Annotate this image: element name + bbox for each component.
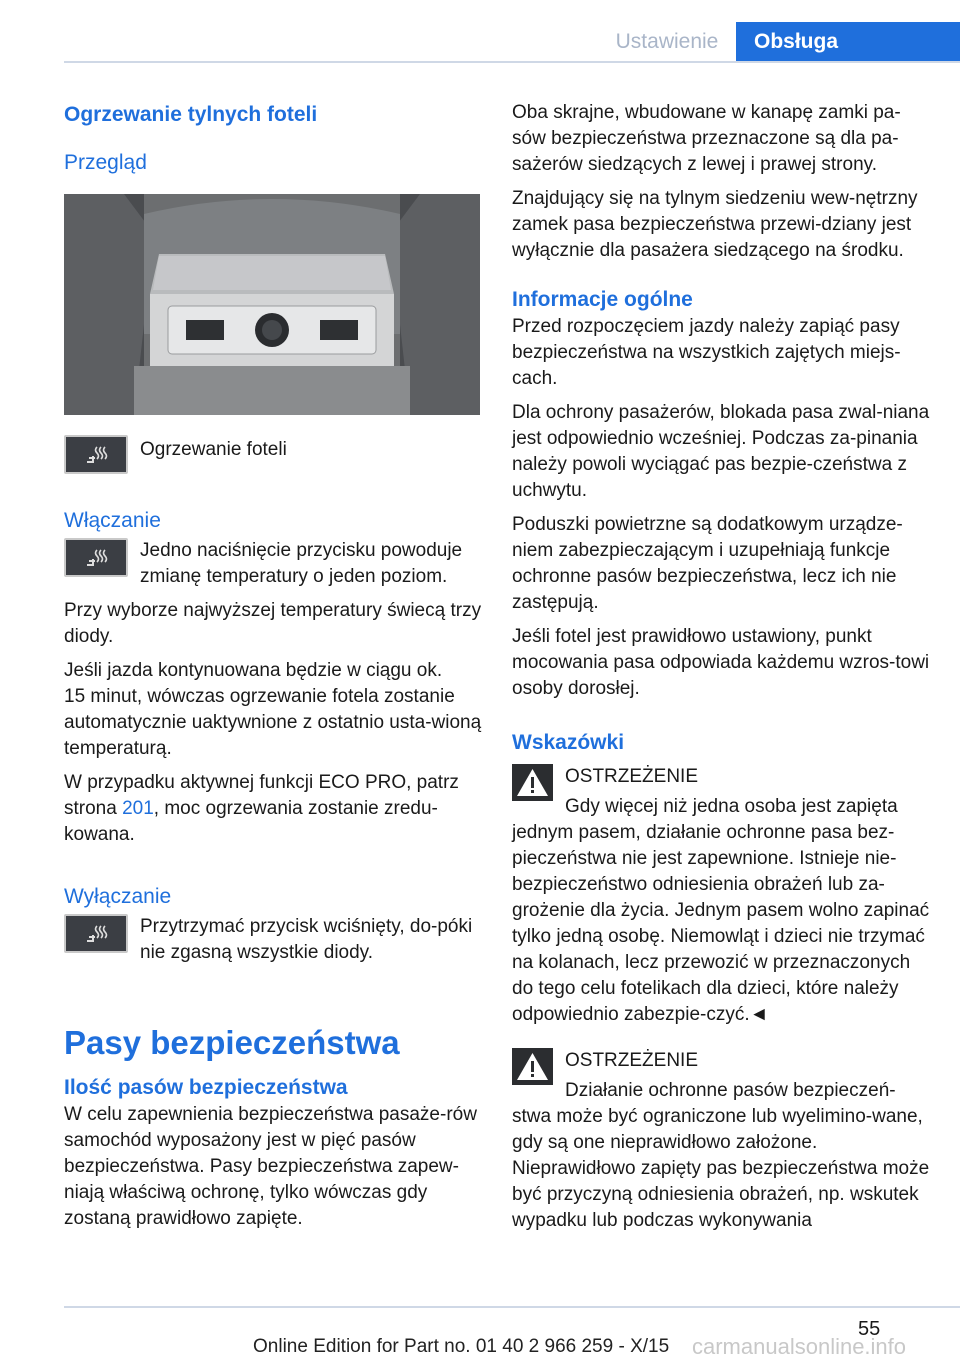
on-row [64, 538, 482, 590]
section-title: Ogrzewanie tylnych foteli [64, 103, 318, 126]
page-link[interactable]: 201 [122, 798, 154, 819]
paragraph [64, 770, 482, 848]
page-number: 55 [858, 1318, 881, 1340]
header-divider [64, 61, 960, 63]
warning-title: OSTRZEŻENIE [565, 1050, 699, 1071]
warning-first-line: Działanie ochronne pasów bezpieczeń- [565, 1080, 896, 1101]
paragraph: Jeśli fotel jest prawidłowo ustawiony, punkt mocowania pasa odpowiada każdemu wzros-towi osoby dorosłej. [512, 626, 930, 699]
warning-row [512, 764, 930, 820]
text-span: W przypadku aktywnej funkcji ECO PRO, patrz strona [64, 772, 459, 819]
paragraph: Jeśli jazda kontynuowana będzie w ciągu ok. [64, 660, 443, 681]
paragraph: Oba skrajne, wbudowane w kanapę zamki pa-sów bezpieczeństwa przeznaczone są dla pa-sażerów siedzących z lewej i prawej strony. [512, 102, 901, 175]
general-title: Informacje ogólne [512, 288, 693, 311]
belts-title: Pasy bezpieczeństwa [64, 1024, 400, 1061]
tab-operation[interactable]: Obsługa [736, 22, 960, 62]
on-title: Włączanie [64, 509, 161, 532]
overview-title: Przegląd [64, 151, 147, 174]
paragraph: Przed rozpoczęciem jazdy należy zapiąć pasy bezpieczeństwa na wszystkich zajętych miejs-cach. [512, 316, 901, 389]
text-span: , moc ogrzewania zostanie zredu-kowana. [64, 798, 438, 845]
tips-title: Wskazówki [512, 731, 625, 754]
rear-console-photo [64, 194, 480, 415]
left-column [64, 100, 482, 1232]
paragraph: Poduszki powietrzne są dodatkowym urządze-niem zabezpieczającym i uzupełniają funkcje ochronne pasów bezpieczeństwa, lecz ich nie zastępują. [512, 514, 903, 613]
warning-text: jednym pasem, działanie ochronne pasa bez-pieczeństwa nie jest zapewnione. Istnieje nie-bezpieczeństwo odniesienia obrażeń lub za-grożenie dla życia. Jednym pasem wolno zapinać tylko jedną osobę. Niemowląt i dzieci nie trzymać na kolanach, lecz przewozić w przeznaczonych do tego celu fotelikach dla dzieci, które należy odpowiednio zabezpie-czyć.◄ [512, 822, 930, 1025]
warning-triangle-icon [512, 764, 553, 801]
paragraph: Znajdujący się na tylnym siedzeniu wew-nętrzny zamek pasa bezpieczeństwa przewi-dziany jest wyłącznie dla pasażera siedzącego na środku. [512, 188, 918, 261]
paragraph: 15 minut, wówczas ogrzewanie fotela zostanie automatycznie uaktywnione z ostatnio usta-wioną temperaturą. [64, 686, 482, 759]
on-text: Jedno naciśnięcie przycisku powoduje zmianę temperatury o jeden poziom. [140, 540, 463, 587]
edition-label: Online Edition for Part no. 01 40 2 966 259 - X/15 [253, 1336, 670, 1357]
warning-title: OSTRZEŻENIE [565, 766, 699, 787]
warning-row [512, 1048, 930, 1104]
legend-row [64, 435, 482, 474]
tab-setup[interactable]: Ustawienie [615, 30, 719, 53]
warning-first-line: Gdy więcej niż jedna osoba jest zapięta [565, 796, 898, 817]
off-row [64, 914, 482, 966]
legend-label: Ogrzewanie foteli [140, 439, 287, 460]
warning-head [565, 1048, 896, 1104]
off-title: Wyłączanie [64, 885, 172, 908]
belts-count-title: Ilość pasów bezpieczeństwa [64, 1076, 348, 1099]
paragraph: Przy wyborze najwyższej temperatury świecą trzy diody. [64, 600, 482, 647]
seat-heating-icon [64, 914, 128, 953]
seat-heating-icon [64, 538, 128, 577]
watermark: carmanualsonline.info [692, 1334, 907, 1359]
warning-text: stwa może być ograniczone lub wyelimino-wane, gdy są one nieprawidłowo założone. Nieprawidłowo zapięty pas bezpieczeństwa może być przyczyną odniesienia obrażeń, np. wskutek wypadku lub podczas wykonywania [512, 1106, 930, 1231]
warning-head [565, 764, 898, 820]
seat-heating-icon [64, 435, 128, 474]
off-text: Przytrzymać przycisk wciśnięty, do-póki nie zgasną wszystkie diody. [140, 916, 473, 963]
warning-triangle-icon [512, 1048, 553, 1085]
paragraph: Dla ochrony pasażerów, blokada pasa zwal-niana jest odpowiednio wcześniej. Podczas za-pinania należy powoli wyciągać pas bezpie-czeństwa z uchwytu. [512, 402, 930, 501]
right-column [512, 100, 930, 1234]
paragraph: W celu zapewnienia bezpieczeństwa pasaże-rów samochód wyposażony jest w pięć pasów bezpieczeństwa. Pasy bezpieczeństwa zapew-niają właściwą ochronę, tylko wówczas gdy zostaną prawidłowo zapięte. [64, 1104, 477, 1229]
footer-divider [64, 1306, 960, 1308]
